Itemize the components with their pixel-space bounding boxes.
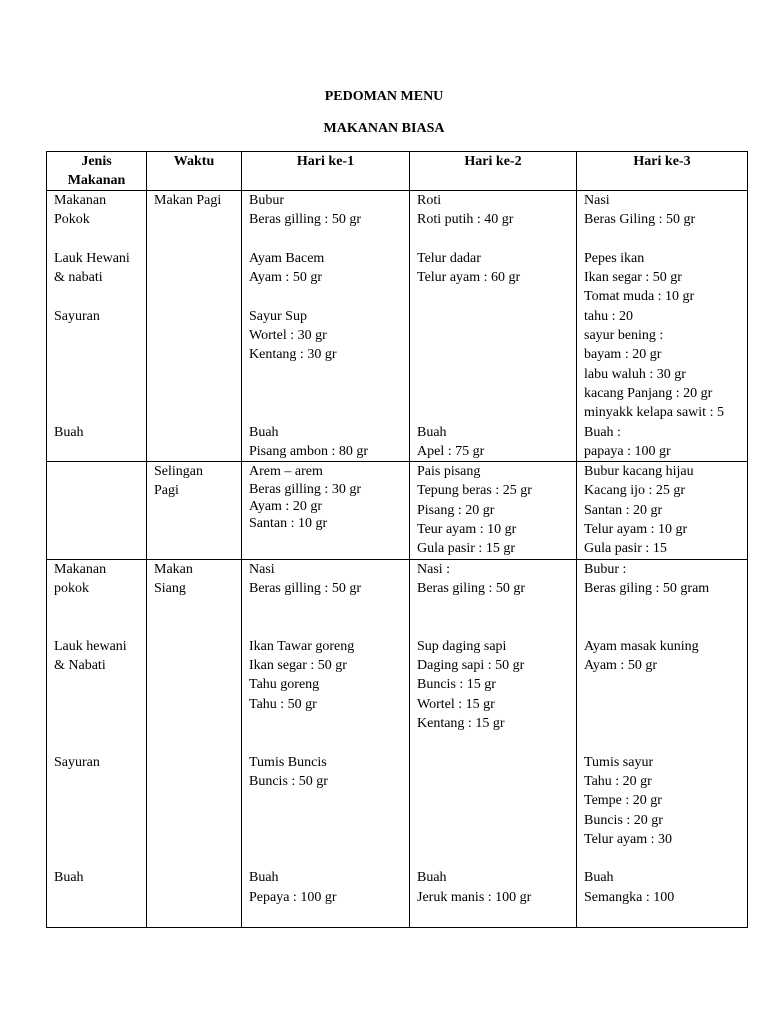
- cell-line: [249, 384, 405, 403]
- cell-line: Ayam : 50 gr: [249, 270, 322, 286]
- cell-waktu: [147, 462, 242, 559]
- cell-line: Roti: [417, 193, 442, 208]
- header-jenis-makanan: Jenis Makanan: [47, 152, 147, 191]
- cell-line: [249, 230, 405, 249]
- cell-line: [584, 695, 743, 714]
- cell-line: Makan: [154, 561, 193, 577]
- cell-line: Nasi: [249, 561, 275, 577]
- cell-line: Makanan: [54, 193, 107, 208]
- cell-line: [249, 849, 405, 868]
- cell-line: Beras giling : 50 gram: [584, 580, 710, 596]
- cell-line: [249, 365, 405, 384]
- cell-line: Nasi :: [417, 561, 451, 577]
- cell-line: Buncis : 15 gr: [417, 677, 496, 693]
- cell-line: Ayam masak kuning: [584, 638, 699, 654]
- cell-line: kacang Panjang : 20 gr: [584, 385, 713, 401]
- cell-hari-2: [410, 191, 577, 462]
- cell-line: Siang: [154, 580, 186, 596]
- cell-line: [417, 811, 572, 830]
- cell-line: [54, 772, 142, 791]
- cell-line: [249, 811, 405, 830]
- cell-line: [417, 772, 572, 791]
- cell-line: Buah: [54, 424, 84, 440]
- cell-line: Telur ayam : 30: [584, 831, 673, 847]
- page-subtitle: MAKANAN BIASA: [323, 121, 445, 136]
- cell-line: Sup daging sapi: [417, 638, 507, 654]
- cell-line: papaya : 100 gr: [584, 443, 671, 459]
- cell-hari-3: [577, 191, 748, 462]
- cell-line: [417, 345, 572, 364]
- cell-line: Tahu : 20 gr: [584, 773, 652, 789]
- cell-line: [54, 733, 142, 752]
- cell-line: Buah: [417, 870, 447, 886]
- cell-line: Makanan: [54, 561, 107, 577]
- cell-line: [417, 287, 572, 306]
- cell-line: Tempe : 20 gr: [584, 793, 662, 809]
- cell-line: [54, 791, 142, 810]
- cell-line: [417, 326, 572, 345]
- cell-line: [54, 695, 142, 714]
- cell-line: [54, 811, 142, 830]
- cell-line: Sayuran: [54, 754, 100, 770]
- cell-line: Pais pisang: [417, 464, 481, 480]
- cell-line: [54, 830, 142, 849]
- cell-line: Selingan: [154, 464, 203, 480]
- table-row: [47, 191, 748, 462]
- cell-line: [584, 230, 743, 249]
- cell-line: Santan : 10 gr: [249, 516, 328, 532]
- cell-line: [417, 618, 572, 637]
- cell-line: Buah: [417, 424, 447, 440]
- cell-line: Buah: [249, 870, 279, 886]
- header-hari-3: Hari ke-3: [577, 152, 748, 191]
- cell-jenis-makanan: [47, 559, 147, 927]
- cell-line: Buah: [54, 870, 84, 886]
- cell-line: Bubur :: [584, 561, 627, 577]
- cell-hari-2: [410, 462, 577, 559]
- cell-line: [584, 675, 743, 694]
- cell-jenis-makanan: [47, 462, 147, 559]
- cell-line: [54, 287, 142, 306]
- cell-line: Telur dadar: [417, 250, 481, 266]
- cell-line: pokok: [54, 580, 89, 596]
- cell-line: [54, 345, 142, 364]
- cell-line: Sayuran: [54, 308, 100, 324]
- cell-line: Telur ayam : 10 gr: [584, 522, 688, 538]
- cell-line: [54, 598, 142, 617]
- cell-line: Beras Giling : 50 gr: [584, 212, 696, 228]
- cell-line: [54, 618, 142, 637]
- cell-line: [584, 598, 743, 617]
- cell-line: [249, 791, 405, 810]
- cell-line: Beras gilling : 50 gr: [249, 580, 361, 596]
- header-hari-2: Hari ke-2: [410, 152, 577, 191]
- cell-line: Tahu goreng: [249, 677, 320, 693]
- cell-line: Tumis sayur: [584, 754, 654, 770]
- cell-line: [417, 733, 572, 752]
- cell-line: Wortel : 15 gr: [417, 696, 495, 712]
- cell-line: Sayur Sup: [249, 308, 307, 324]
- cell-line: Daging sapi : 50 gr: [417, 658, 525, 674]
- cell-line: [54, 384, 142, 403]
- cell-line: [54, 326, 142, 345]
- cell-line: [417, 384, 572, 403]
- cell-line: [54, 365, 142, 384]
- cell-hari-1: [242, 191, 410, 462]
- cell-line: & nabati: [54, 270, 103, 286]
- cell-line: Pisang ambon : 80 gr: [249, 443, 368, 459]
- cell-line: Bubur kacang hijau: [584, 464, 694, 480]
- table-row: [47, 559, 748, 927]
- cell-line: [54, 714, 142, 733]
- cell-line: Beras gilling : 50 gr: [249, 212, 361, 228]
- cell-line: [54, 403, 142, 422]
- cell-line: [417, 403, 572, 422]
- cell-waktu: [147, 191, 242, 462]
- header-waktu: Waktu: [147, 152, 242, 191]
- cell-line: Buah: [249, 424, 279, 440]
- cell-line: Nasi: [584, 193, 610, 208]
- cell-line: Ayam : 50 gr: [584, 658, 657, 674]
- cell-line: [584, 733, 743, 752]
- cell-line: [54, 675, 142, 694]
- cell-line: [584, 714, 743, 733]
- cell-hari-1: [242, 462, 410, 559]
- cell-line: Gula pasir : 15 gr: [417, 541, 515, 557]
- cell-line: Bubur: [249, 193, 284, 208]
- menu-table: [46, 151, 748, 928]
- cell-line: Ikan segar : 50 gr: [249, 658, 347, 674]
- cell-line: Tomat muda : 10 gr: [584, 289, 695, 305]
- cell-line: [249, 733, 405, 752]
- cell-line: [249, 618, 405, 637]
- cell-line: Tepung beras : 25 gr: [417, 483, 532, 499]
- cell-line: [249, 287, 405, 306]
- cell-line: Pepaya : 100 gr: [249, 889, 337, 905]
- cell-line: [417, 307, 572, 326]
- cell-line: Buncis : 20 gr: [584, 812, 663, 828]
- cell-line: Pokok: [54, 212, 90, 228]
- cell-jenis-makanan: [47, 191, 147, 462]
- cell-line: Buah: [584, 870, 614, 886]
- cell-line: [249, 598, 405, 617]
- cell-line: minyakk kelapa sawit : 5: [584, 405, 724, 421]
- cell-line: Arem – arem: [249, 464, 323, 480]
- cell-hari-1: [242, 559, 410, 927]
- cell-line: [584, 618, 743, 637]
- cell-line: Pisang : 20 gr: [417, 502, 495, 518]
- cell-line: Pagi: [154, 483, 179, 499]
- cell-line: Kacang ijo : 25 gr: [584, 483, 686, 499]
- cell-line: Ikan segar : 50 gr: [584, 270, 682, 286]
- cell-line: Ayam Bacem: [249, 250, 325, 266]
- cell-hari-2: [410, 559, 577, 927]
- cell-line: Semangka : 100: [584, 889, 675, 905]
- cell-line: Ikan Tawar goreng: [249, 638, 355, 654]
- cell-line: [417, 598, 572, 617]
- cell-line: Lauk Hewani: [54, 250, 130, 266]
- table-row: [47, 462, 748, 559]
- cell-line: [417, 753, 572, 772]
- page-title: PEDOMAN MENU: [324, 89, 444, 104]
- cell-line: [417, 830, 572, 849]
- header-row: [47, 152, 748, 191]
- cell-line: Tahu : 50 gr: [249, 696, 317, 712]
- cell-line: Apel : 75 gr: [417, 443, 485, 459]
- cell-line: [417, 230, 572, 249]
- cell-line: [584, 849, 743, 868]
- cell-line: sayur bening :: [584, 328, 664, 344]
- cell-line: Kentang : 30 gr: [249, 347, 337, 363]
- cell-line: labu waluh : 30 gr: [584, 366, 686, 382]
- cell-line: & Nabati: [54, 658, 106, 674]
- cell-line: [54, 230, 142, 249]
- cell-line: [249, 830, 405, 849]
- cell-line: [249, 714, 405, 733]
- cell-line: Beras gilling : 30 gr: [249, 482, 361, 498]
- cell-line: [417, 365, 572, 384]
- cell-line: [417, 791, 572, 810]
- cell-line: Wortel : 30 gr: [249, 328, 327, 344]
- cell-hari-3: [577, 462, 748, 559]
- cell-line: Lauk hewani: [54, 638, 127, 654]
- cell-line: Roti putih : 40 gr: [417, 212, 514, 228]
- cell-line: Kentang : 15 gr: [417, 716, 505, 732]
- cell-line: Makan Pagi: [154, 193, 222, 208]
- cell-line: Gula pasir : 15: [584, 541, 667, 557]
- table-body: [47, 191, 748, 928]
- cell-line: Teur ayam : 10 gr: [417, 522, 517, 538]
- cell-line: Jeruk manis : 100 gr: [417, 889, 532, 905]
- cell-line: [249, 403, 405, 422]
- cell-line: Pepes ikan: [584, 250, 645, 266]
- cell-line: Buah :: [584, 424, 621, 440]
- cell-line: bayam : 20 gr: [584, 347, 662, 363]
- cell-line: [417, 849, 572, 868]
- cell-waktu: [147, 559, 242, 927]
- cell-line: Telur ayam : 60 gr: [417, 270, 521, 286]
- cell-line: Santan : 20 gr: [584, 502, 663, 518]
- cell-line: Ayam : 20 gr: [249, 499, 322, 515]
- cell-hari-3: [577, 559, 748, 927]
- header-hari-1: Hari ke-1: [242, 152, 410, 191]
- cell-line: tahu : 20: [584, 308, 633, 324]
- cell-line: Beras giling : 50 gr: [417, 580, 526, 596]
- cell-line: Buncis : 50 gr: [249, 773, 328, 789]
- cell-line: [54, 849, 142, 868]
- cell-line: Tumis Buncis: [249, 754, 327, 770]
